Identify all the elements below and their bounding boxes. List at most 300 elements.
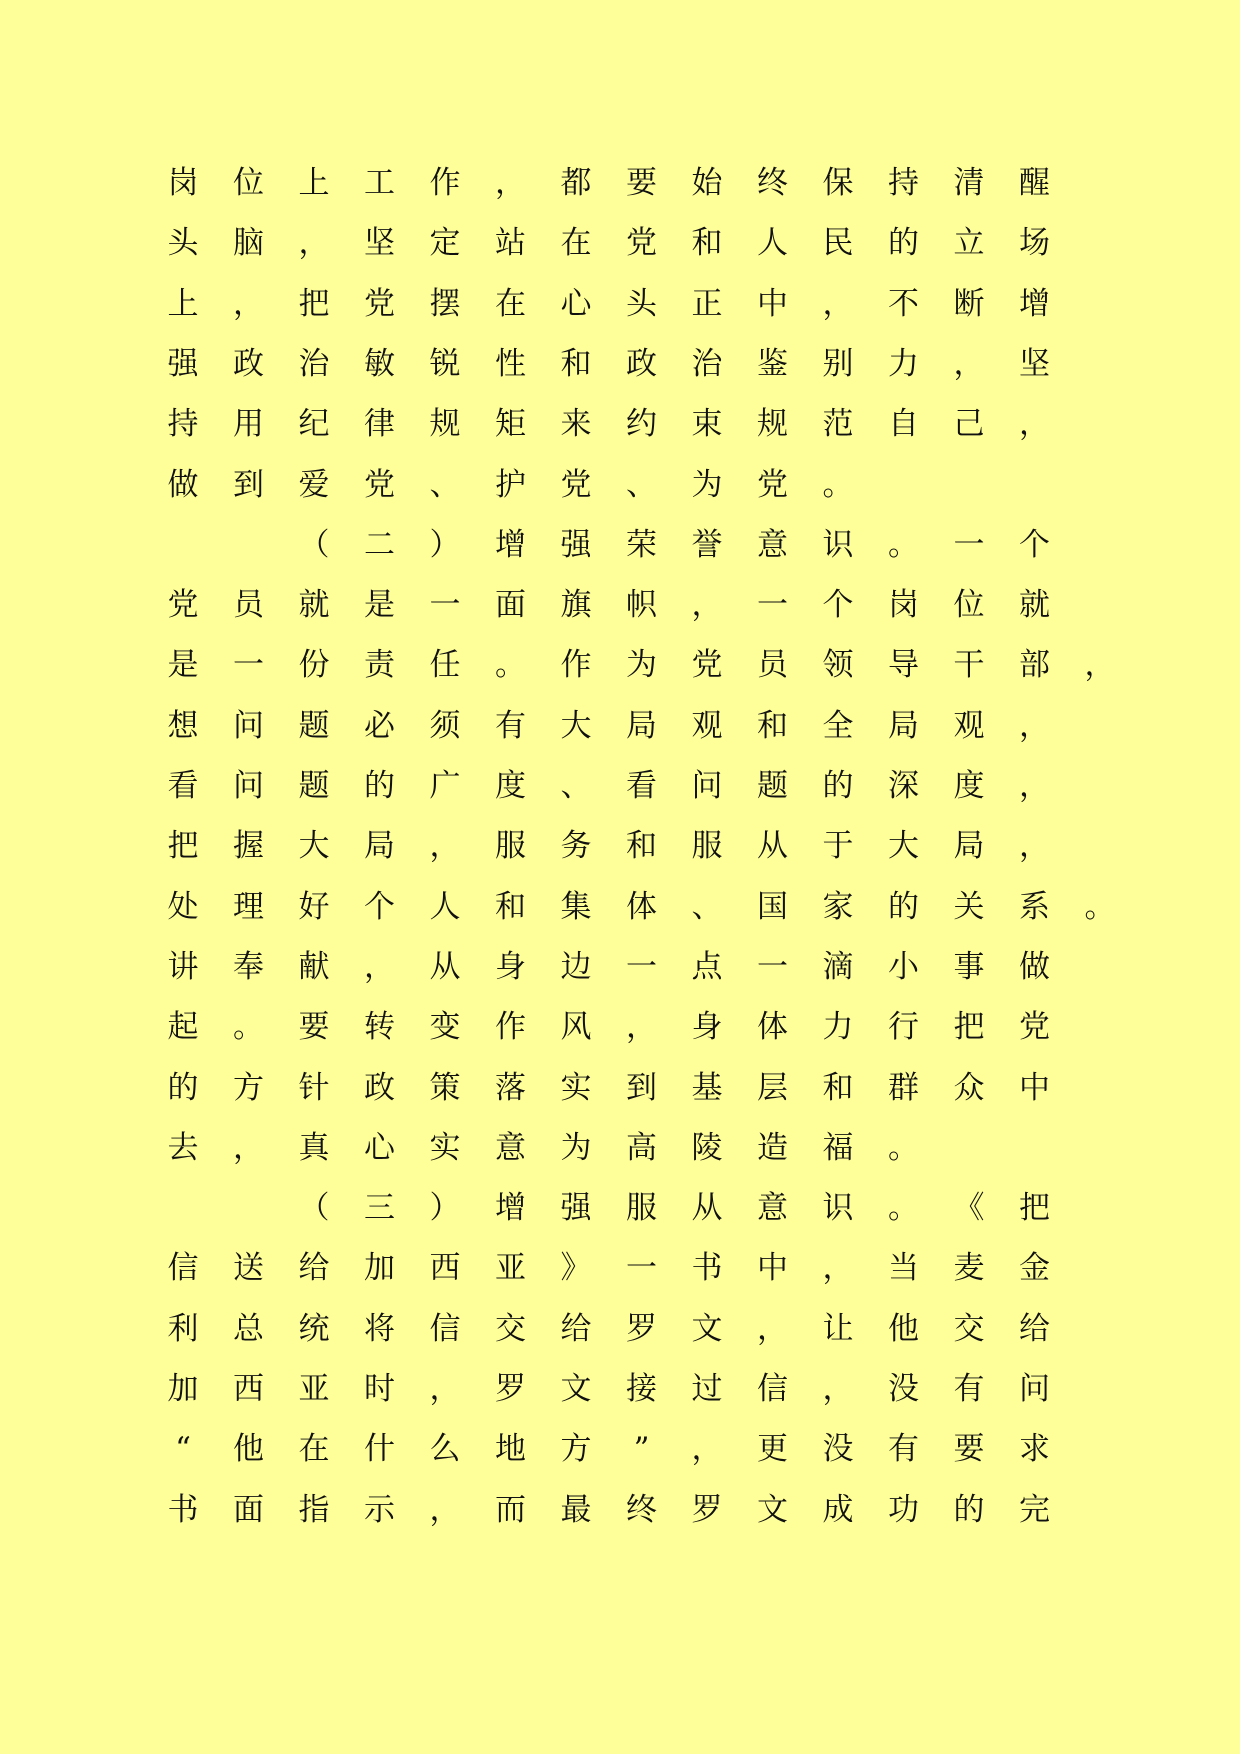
text-char: 落 [495,1069,526,1106]
text-char: 亚 [298,1371,330,1407]
text-char: 头 [167,225,199,262]
text-char: 识 [822,526,854,563]
text-char: 三 [364,1190,395,1227]
text-char: 信 [757,1371,788,1407]
text-char: 别 [822,345,854,382]
text-char: 把 [1019,1190,1050,1227]
text-char: 成 [822,1491,854,1528]
text-char: 亚 [495,1250,526,1287]
text-char: 变 [429,1009,461,1046]
text-char: 强 [167,345,199,382]
text-char: 利 [167,1310,199,1347]
text-char: 一 [757,948,788,985]
text-char: 总 [233,1310,264,1347]
text-char: ） [429,526,461,563]
text-char: 律 [364,406,395,443]
text-char: 誉 [691,526,723,563]
text-char: 从 [429,948,461,985]
text-char: 让 [822,1310,854,1347]
text-char: 群 [888,1069,919,1106]
text-char: 一 [429,587,461,624]
text-char: 的 [953,1491,985,1528]
text-char: 书 [691,1250,723,1287]
text-char: 就 [1019,587,1050,624]
text-char: 而 [495,1491,526,1528]
text-char: 好 [298,888,330,925]
text-char: 强 [560,526,592,563]
text-char: 干 [953,647,985,684]
text-char: 加 [364,1250,395,1287]
text-char: 中 [757,1250,788,1287]
text-char: 断 [953,285,985,322]
text-char: 高 [626,1129,657,1166]
text-char: 深 [888,768,919,804]
text-char: 清 [953,165,985,201]
text-char: ， [822,285,854,322]
text-char: 文 [560,1371,592,1407]
text-char: 把 [953,1009,985,1046]
text-char: 求 [1019,1431,1050,1468]
text-char: 度 [953,768,985,804]
text-char: 就 [298,587,330,624]
text-char: 点 [691,948,723,985]
text-char: 和 [691,225,723,262]
text-char: 理 [233,888,264,925]
text-char: 做 [167,466,199,503]
text-char: 来 [560,406,592,443]
text-char: ， [429,1491,461,1528]
text-char: 性 [495,345,526,382]
text-char: 和 [626,828,657,865]
text-char: 是 [167,647,199,684]
text-char: 意 [757,1190,788,1227]
text-char: 问 [233,768,264,804]
text-char: 系 [1019,888,1050,925]
text-char: 在 [560,225,592,262]
text-char: 坚 [1019,345,1050,382]
text-char: 大 [560,707,592,744]
text-char: 治 [691,345,723,382]
text-char: 规 [429,406,461,443]
text-char: 定 [429,225,461,262]
text-char: 从 [691,1190,723,1227]
text-char: 局 [364,828,395,865]
text-char: 观 [953,707,985,744]
text-char: 终 [626,1491,657,1528]
text-line [0,394,1240,454]
text-char: 意 [495,1129,526,1166]
text-char: 。 [888,526,919,563]
text-char: 范 [822,406,854,443]
text-char: 服 [495,828,526,865]
text-char: 场 [1019,225,1050,262]
text-char: 功 [888,1491,919,1528]
text-char: 大 [888,828,919,865]
text-char: 用 [233,406,264,443]
text-char: 文 [757,1491,788,1528]
text-char: 面 [495,587,526,624]
text-char: 束 [691,406,723,443]
text-char: 风 [560,1009,592,1046]
text-char: 题 [757,768,788,804]
text-char: 人 [429,888,461,925]
text-char: 任 [429,647,461,684]
text-char: 实 [560,1069,592,1106]
text-char: 过 [691,1371,723,1407]
text-char: 更 [757,1431,788,1468]
text-char: 讲 [167,948,199,985]
text-char: 摆 [429,285,461,322]
text-char: 一 [626,948,657,985]
text-char: 要 [298,1009,330,1046]
text-char: 荣 [626,526,657,563]
text-char: 一 [953,526,985,563]
text-char: 方 [560,1431,592,1468]
text-char: 位 [953,587,985,624]
text-line [0,1058,1240,1118]
text-char: 给 [298,1250,330,1287]
text-char: 到 [626,1069,657,1106]
text-char: 爱 [298,466,330,503]
text-line [0,937,1240,997]
text-char: 保 [822,165,854,201]
text-char: 他 [233,1431,264,1468]
section-heading-line [0,515,1240,575]
text-char: 个 [1019,526,1050,563]
text-char: 政 [233,345,264,382]
text-char: 边 [560,948,592,985]
text-char: 局 [626,707,657,744]
text-char: 西 [429,1250,461,1287]
text-char: 护 [495,466,526,503]
text-char: 纪 [298,406,330,443]
text-char: 服 [626,1190,657,1227]
text-char: 作 [429,165,461,201]
text-char: 终 [757,165,788,201]
text-char: 接 [626,1371,657,1407]
text-char: 起 [167,1009,199,1046]
text-char: 治 [298,345,330,382]
text-char: ， [1019,406,1050,443]
text-char: 中 [1019,1069,1050,1106]
text-char: 行 [888,1009,919,1046]
text-char: 交 [495,1310,526,1347]
text-char: 广 [429,768,461,804]
text-char: 持 [167,406,199,443]
text-char: 给 [560,1310,592,1347]
text-char: 西 [233,1371,264,1407]
text-char: 规 [757,406,788,443]
text-char: 陵 [691,1129,723,1166]
text-line [0,1299,1240,1359]
text-char: 为 [626,647,657,684]
text-char: 站 [495,225,526,262]
text-line [0,274,1240,334]
text-char: 导 [888,647,919,684]
text-char: 增 [1019,285,1050,322]
text-char: 他 [888,1310,919,1347]
text-char: 。 [888,1190,919,1227]
text-line [0,696,1240,756]
text-char: 脑 [233,225,264,262]
text-char: ， [1019,828,1050,865]
text-char: 造 [757,1129,788,1166]
text-char: 识 [822,1190,854,1227]
text-char: 把 [298,285,330,322]
text-char: 务 [560,828,592,865]
text-char: 问 [1019,1371,1050,1407]
text-char: 身 [495,948,526,985]
text-char: ， [1019,707,1050,744]
text-char: 和 [560,345,592,382]
text-char: 党 [364,466,395,503]
text-char: 党 [364,285,395,322]
text-char: 和 [757,707,788,744]
text-char: 没 [888,1371,919,1407]
text-char: 党 [1019,1009,1050,1046]
text-char: 员 [233,587,264,624]
text-char: 都 [560,165,592,201]
text-char: 自 [888,406,919,443]
text-line [0,1238,1240,1298]
text-char: 体 [757,1009,788,1046]
text-char: 示 [364,1491,395,1528]
text-char: 是 [364,587,395,624]
text-char: 集 [560,888,592,925]
text-char: 醒 [1019,165,1050,201]
text-char: 敏 [364,345,395,382]
text-char: 党 [757,466,788,503]
text-char: 小 [888,948,919,985]
text-char: ， [298,225,330,262]
text-char: 众 [953,1069,985,1106]
text-char: 二 [364,526,395,563]
text-char: 必 [364,707,395,744]
text-char: 己 [953,406,985,443]
text-char: 地 [495,1431,526,1468]
text-char: 作 [560,647,592,684]
text-char: 鉴 [757,345,788,382]
text-char: 增 [495,1190,526,1227]
text-char: 于 [822,828,854,865]
text-char: （ [298,526,330,563]
text-char: 看 [167,768,199,804]
text-char: 在 [495,285,526,322]
text-char: 。 [495,647,526,684]
text-char: 的 [364,768,395,804]
text-char: 的 [888,888,919,925]
text-char: 民 [822,225,854,262]
text-char: 金 [1019,1250,1050,1287]
text-char: 有 [495,707,526,744]
text-char: 时 [364,1371,395,1407]
text-char: 问 [233,707,264,744]
text-char: 要 [953,1431,985,1468]
text-char: 。 [1084,888,1116,925]
text-char: 不 [888,285,919,322]
text-char: 。 [888,1129,919,1166]
text-char: 矩 [495,406,526,443]
text-char: 、 [626,466,657,503]
text-char: 没 [822,1431,854,1468]
text-char: ， [822,1250,854,1287]
text-char: ” [633,1431,650,1468]
text-char: 有 [888,1431,919,1468]
text-char: 做 [1019,948,1050,985]
text-char: 度 [495,768,526,804]
text-char: ） [429,1190,461,1227]
text-char: 意 [757,526,788,563]
text-char: 政 [626,345,657,382]
text-char: 全 [822,707,854,744]
text-char: 看 [626,768,657,804]
text-char: （ [298,1190,330,1227]
text-char: 份 [298,647,330,684]
text-char: 罗 [495,1371,526,1407]
text-line [0,756,1240,816]
text-char: 交 [953,1310,985,1347]
text-char: 送 [233,1250,264,1287]
text-char: ， [233,285,264,322]
text-char: 力 [822,1009,854,1046]
text-char: 和 [822,1069,854,1106]
text-char: 和 [495,888,526,925]
text-char: 处 [167,888,199,925]
text-char: 须 [429,707,461,744]
text-char: 立 [953,225,985,262]
text-char: ， [1019,768,1050,804]
text-char: ， [822,1371,854,1407]
text-char: 始 [691,165,723,201]
text-line [0,153,1240,213]
text-char: 观 [691,707,723,744]
text-char: ， [495,165,526,201]
text-char: 指 [298,1491,330,1528]
text-line [0,455,1240,515]
text-char: 的 [888,225,919,262]
text-char: 一 [626,1250,657,1287]
text-line [0,1419,1240,1479]
text-char: 领 [822,647,854,684]
text-char: 信 [429,1310,461,1347]
text-char: 滴 [822,948,854,985]
text-char: 员 [757,647,788,684]
text-char: ， [626,1009,657,1046]
text-char: 麦 [953,1250,985,1287]
text-char: 最 [560,1491,592,1528]
text-char: 服 [691,828,723,865]
text-char: ， [429,1371,461,1407]
text-char: 去 [167,1129,199,1166]
text-char: 层 [757,1069,788,1106]
text-char: 《 [953,1190,985,1227]
text-char: 完 [1019,1491,1050,1528]
text-char: ， [757,1310,788,1347]
text-char: 么 [429,1431,461,1468]
text-char: 福 [822,1129,854,1166]
text-char: 家 [822,888,854,925]
text-char: 。 [822,466,854,503]
text-char: 针 [298,1069,330,1106]
text-char: 为 [691,466,723,503]
text-char: 信 [167,1250,199,1287]
text-char: 加 [167,1371,199,1407]
text-char: 大 [298,828,330,865]
text-char: 国 [757,888,788,925]
text-char: 想 [167,707,199,744]
text-char: 政 [364,1069,395,1106]
text-char: 将 [364,1310,395,1347]
text-char: ， [691,587,723,624]
text-line [0,334,1240,394]
text-char: 当 [888,1250,919,1287]
text-char: 。 [233,1009,264,1046]
text-char: 》 [560,1250,592,1287]
text-char: 的 [167,1069,199,1106]
text-char: 工 [364,165,395,201]
text-char: 给 [1019,1310,1050,1347]
text-char: ， [429,828,461,865]
text-char: 中 [757,285,788,322]
text-char: 党 [691,647,723,684]
text-char: 个 [822,587,854,624]
text-char: 局 [953,828,985,865]
text-char: 题 [298,707,330,744]
text-char: 有 [953,1371,985,1407]
text-char: ， [691,1431,723,1468]
text-char: ， [364,948,395,985]
text-char: 、 [429,466,461,503]
text-char: 党 [167,587,199,624]
text-char: 坚 [364,225,395,262]
text-char: 要 [626,165,657,201]
text-char: 实 [429,1129,461,1166]
text-line [0,575,1240,635]
text-char: 锐 [429,345,461,382]
text-char: 岗 [888,587,919,624]
text-char: 岗 [167,165,199,201]
text-char: 人 [757,225,788,262]
text-line [0,635,1240,695]
text-char: 作 [495,1009,526,1046]
text-char: 上 [298,165,330,201]
text-char: 位 [233,165,264,201]
text-char: 旗 [560,587,592,624]
text-line [0,1359,1240,1419]
text-char: 、 [691,888,723,925]
text-char: 上 [167,285,199,322]
text-char: 题 [298,768,330,804]
text-char: 帜 [626,587,657,624]
text-char: 转 [364,1009,395,1046]
text-char: “ [175,1431,191,1468]
text-char: 增 [495,526,526,563]
text-char: 身 [691,1009,723,1046]
text-char: 党 [626,225,657,262]
text-char: 一 [233,647,264,684]
text-char: ， [953,345,985,382]
text-char: 的 [822,768,854,804]
text-char: 文 [691,1310,723,1347]
text-char: 罗 [626,1310,657,1347]
text-char: 方 [233,1069,264,1106]
section-heading-line [0,1178,1240,1238]
text-char: 力 [888,345,919,382]
text-char: 真 [298,1129,330,1166]
text-char: 正 [691,285,723,322]
text-char: 基 [691,1069,723,1106]
text-char: 体 [626,888,657,925]
